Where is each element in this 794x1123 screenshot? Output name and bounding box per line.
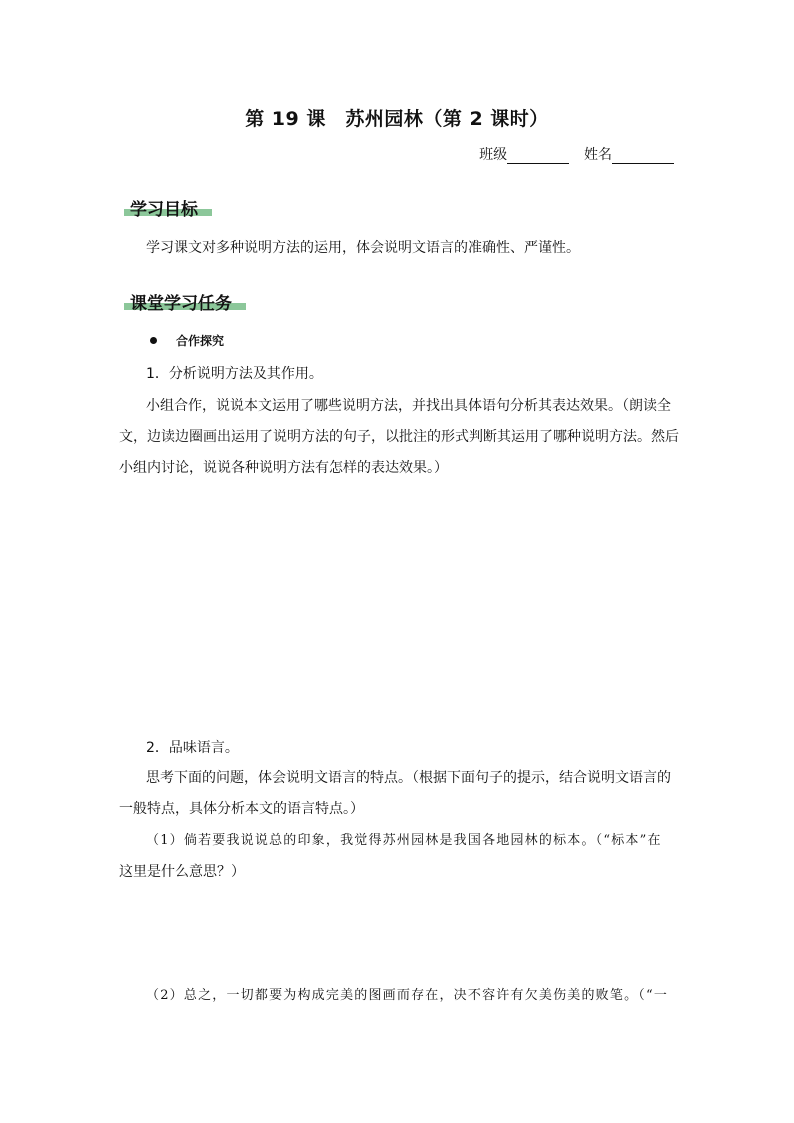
name-blank[interactable]: [612, 149, 674, 164]
question-1-line: （1）倘若要我说说总的印象，我觉得苏州园林是我国各地园林的标本。（“标本”在: [146, 833, 662, 848]
name-label: 姓名: [584, 147, 612, 163]
objectives-text: 学习课文对多种说明方法的运用，体会说明文语言的准确性、严谨性。: [146, 240, 580, 256]
class-label: 班级: [479, 147, 508, 163]
class-blank[interactable]: [507, 149, 569, 164]
task2-title: 2．品味语言。: [146, 740, 239, 756]
task1-line: 小组内讨论，说说各种说明方法有怎样的表达效果。）: [119, 460, 448, 476]
bullet-icon: [150, 337, 157, 344]
question-1-line: 这里是什么意思？）: [119, 864, 245, 880]
section-heading-tasks: 课堂学习任务: [130, 294, 232, 314]
task1-line: 文，边读边圈画出运用了说明方法的句子，以批注的形式判断其运用了哪种说明方法。然后: [119, 429, 679, 445]
question-2-line: （2）总之，一切都要为构成完美的图画而存在，决不容许有欠美伤美的败笔。（“一: [146, 988, 669, 1003]
task2-line: 一般特点，具体分析本文的语言特点。）: [119, 801, 364, 817]
bullet-label: 合作探究: [176, 334, 225, 348]
page-title: 第 19 课 苏州园林（第 2 课时）: [245, 108, 549, 130]
task1-title: 1．分析说明方法及其作用。: [146, 366, 323, 382]
section-heading-objectives: 学习目标: [130, 200, 198, 220]
task2-line: 思考下面的问题，体会说明文语言的特点。（根据下面句子的提示，结合说明文语言的: [146, 770, 671, 786]
name-field-row: [479, 144, 674, 164]
task1-line: 小组合作，说说本文运用了哪些说明方法，并找出具体语句分析其表达效果。（朗读全: [146, 398, 671, 414]
